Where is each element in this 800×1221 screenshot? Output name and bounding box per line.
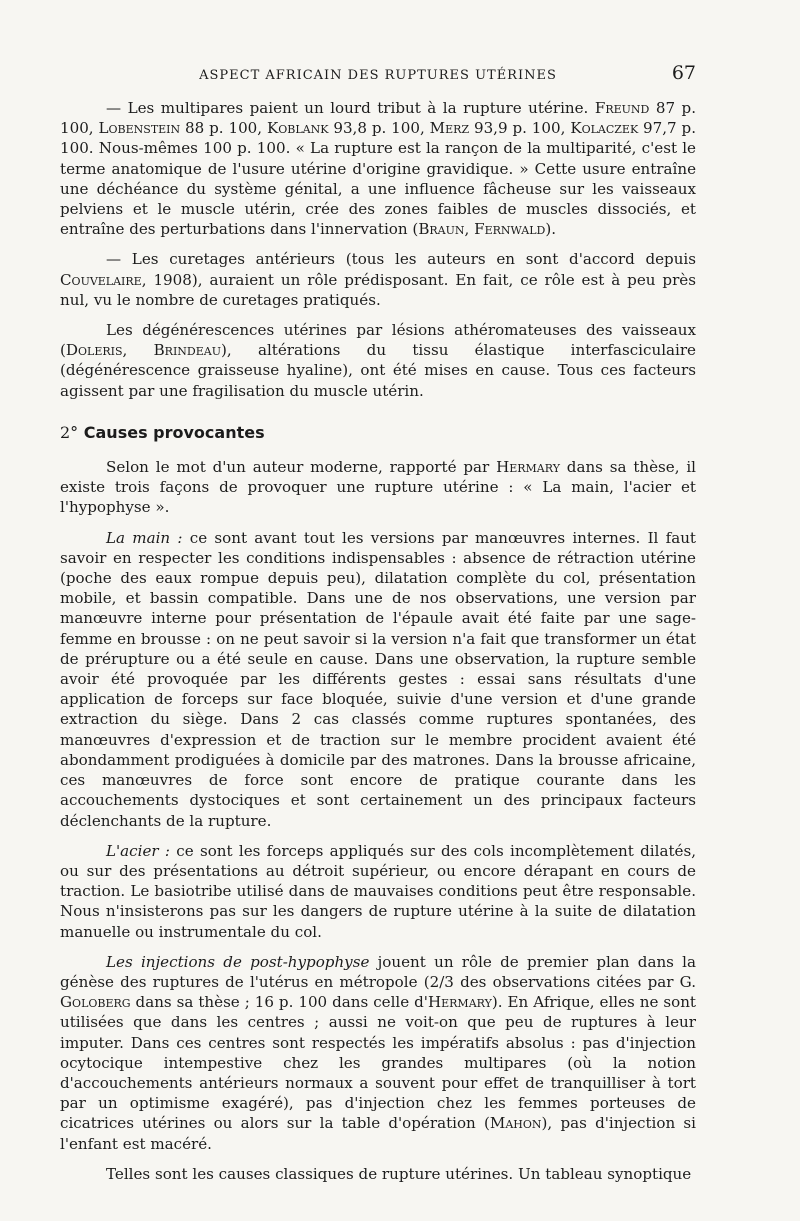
- author-name: Hermary: [427, 993, 492, 1012]
- author-name: Brindeau: [153, 341, 221, 360]
- paragraph-multipares: — Les multipares paient un lourd tribut à la rupture utérine. Freund 87 p. 100, Lobenstein 88 p. 100, Koblank 93,8 p. 100, Merz 93,9 p. 100, Kolaczek 97,7 p. 100. Nous-mêmes 100 p. 100. « La rupture est la rançon de la multiparité, c'est le terme anatomique de l'usure utérine d'origine gravidique. » Cette usure entraîne une déchéance du système génital, a une influence fâcheuse sur les vaisseaux pelviens et le muscle utérin, crée des zones faibles de muscles dissociés, et entraîne des perturbations dans l'innervation (Braun, Fernwald).: [60, 99, 697, 239]
- paragraph-injections: Les injections de post-hypophyse jouent un rôle de premier plan dans la génèse des ruptures de l'utérus en métropole (2/3 des observations citées par G. Goloberg dans sa thèse ; 16 p. 100 dans celle d'Hermary). En Afrique, elles ne sont utilisées que dans les centres ; aussi ne voit-on que peu de ruptures à leur imputer. Dans ces centres sont respectés les impératifs absolus : pas d'injection ocytocique intempestive chez les grandes multipares (où la notion d'accouchements antérieurs normaux a souvent pour effet de tranquilliser à tort par un optimisme exagéré), pas d'injection chez les femmes porteuses de cicatrices utérines ou alors sur la table d'opération (Mahon), pas d'injection si l'enfant est macéré.: [60, 952, 696, 1153]
- page-number: 67: [671, 62, 696, 84]
- paragraph-lead: La main :: [106, 528, 183, 547]
- author-name: Braun: [418, 220, 465, 239]
- paragraph-degenerescences: Les dégénérescences utérines par lésions athéromateuses des vaisseaux (Doleris, Brindeau), altérations du tissu élastique interfasciculaire (dégénérescence graisseuse hyaline), ont été mises en cause. Tous ces facteurs agissent par une fragilisation du muscle utérin.: [60, 321, 696, 400]
- paragraph-la-main: La main : ce sont avant tout les versions par manœuvres internes. Il faut savoir en respecter les conditions indispensables : absence de rétraction utérine (poche des eaux rompue depuis peu), dilatation complète du col, présentation mobile, et bassin compatible. Dans une de nos observations, une version par manœuvre interne pour présentation de l'épaule avait été faite par une sage-femme en brousse : on ne peut savoir si la version n'a fait que transformer un état de prérupture ou a été seule en cause. Dans une observation, la rupture semble avoir été provoquée par les différents gestes : essai sans résultats d'une application de forceps sur face bloquée, suivie d'une version et d'une grande extraction du siège. Dans 2 cas classés comme ruptures spontanées, des manœuvres d'expression et de traction sur le membre procident avaient été abondamment prodiguées à domicile par des matrones. Dans la brousse africaine, ces manœuvres de force sont encore de pratique courante dans les accouchements dystociques et sont certainement un des principaux facteurs déclenchants de la rupture.: [60, 528, 696, 830]
- paragraph-lead: L'acier :: [106, 841, 170, 860]
- author-name: Fernwald: [474, 220, 546, 239]
- author-name: Hermary: [496, 458, 560, 477]
- header-title: ASPECT AFRICAIN DES RUPTURES UTÉRINES: [199, 68, 557, 83]
- running-header: [60, 62, 696, 88]
- author-name: Koblank: [266, 119, 329, 138]
- paragraph-curetages: — Les curetages antérieurs (tous les auteurs en sont d'accord depuis Couvelaire, 1908), auraient un rôle prédisposant. En fait, ce rôle est à peu près nul, vu le nombre de curetages pratiqués.: [60, 250, 696, 309]
- author-name: Mahon: [489, 1114, 542, 1133]
- section-title: Causes provocantes: [83, 422, 265, 442]
- author-name: Lobenstein: [98, 119, 181, 138]
- author-name: Kolaczek: [570, 119, 639, 138]
- author-name: Doleris: [65, 341, 123, 360]
- paragraph-lead: Les injections de post-hypophyse: [106, 952, 370, 971]
- section-heading: [60, 423, 696, 443]
- author-name: Merz: [429, 119, 470, 138]
- author-name: Freund: [594, 99, 650, 117]
- body-text: [60, 98, 696, 1184]
- paragraph-trois-facons: Selon le mot d'un auteur moderne, rapporté par Hermary dans sa thèse, il existe trois façons de provoquer une rupture utérine : « La main, l'acier et l'hypophyse ».: [60, 458, 696, 517]
- author-name: Couvelaire: [60, 270, 142, 289]
- paragraph-conclusion: Telles sont les causes classiques de rupture utérines. Un tableau synoptique: [106, 1164, 692, 1183]
- author-name: Goloberg: [60, 993, 131, 1012]
- section-number: 2°: [60, 422, 79, 442]
- paragraph-acier: L'acier : ce sont les forceps appliqués sur des cols incomplètement dilatés, ou sur des présentations au détroit supérieur, ou encore dérapant en cours de traction. Le basiotribe utilisé dans de mauvaises conditions peut être responsable. Nous n'insisterons pas sur les dangers de rupture utérine à la suite de dilatation manuelle ou instrumentale du col.: [60, 841, 696, 941]
